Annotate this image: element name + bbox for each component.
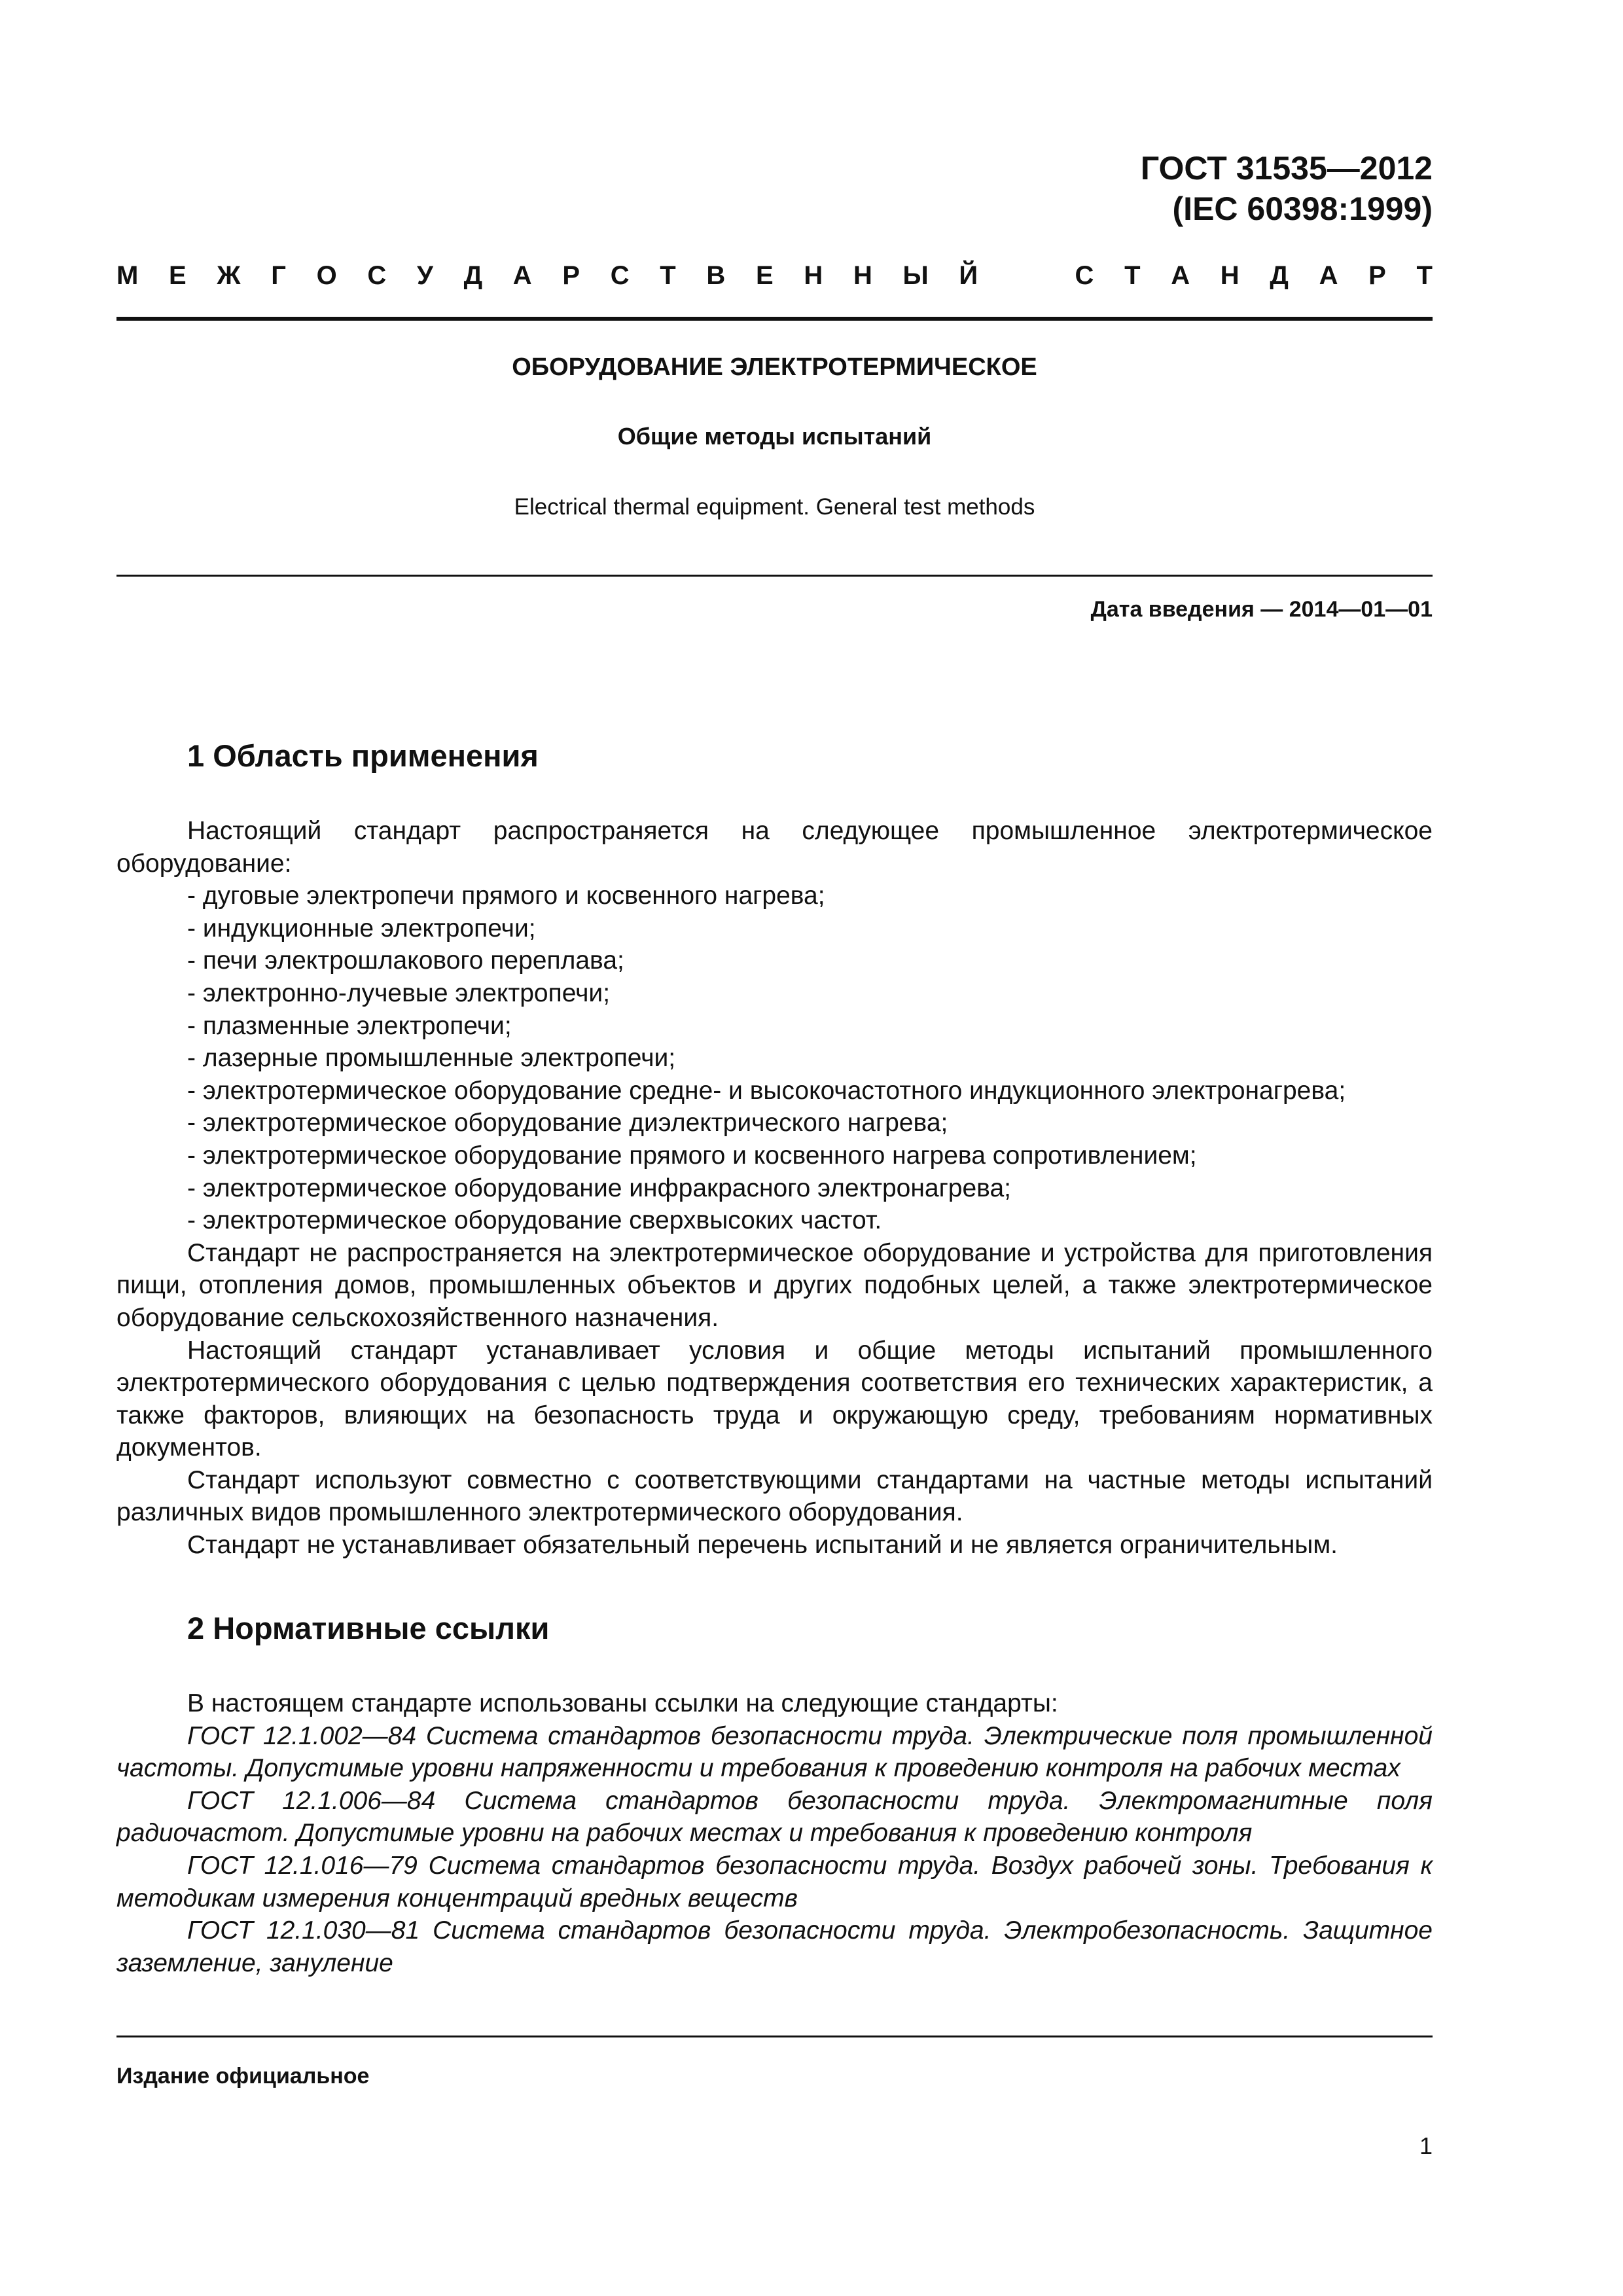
official-edition-label: Издание официальное <box>116 2064 370 2089</box>
section-2-heading: 2 Нормативные ссылки <box>187 1611 550 1645</box>
page-number: 1 <box>1419 2132 1433 2159</box>
gost-number: ГОСТ 31535—2012 <box>1140 150 1433 187</box>
banner-letter: В <box>706 261 726 290</box>
iec-number: (IEC 60398:1999) <box>1172 190 1433 227</box>
banner-letter: С <box>367 261 387 290</box>
banner-letter: Й <box>959 261 978 290</box>
banner-letter: Н <box>853 261 872 290</box>
list-item: - электротермическое оборудование прямого и косвенного нагрева сопротивлением; <box>187 1141 1197 1170</box>
list-item: - электронно-лучевые электропечи; <box>187 978 611 1007</box>
banner-letter: Р <box>562 261 580 290</box>
banner-word-gap <box>1008 259 1044 292</box>
interstate-standard-banner <box>116 259 1433 292</box>
banner-letter: Ы <box>902 261 929 290</box>
section-1-heading: 1 Область применения <box>187 738 539 773</box>
introduction-date: Дата введения — 2014—01—01 <box>1090 597 1433 622</box>
list-item: - индукционные электропечи; <box>187 914 536 942</box>
list-item: - электротермическое оборудование инфракрасного электронагрева; <box>187 1174 1011 1202</box>
banner-letter: Т <box>660 261 676 290</box>
list-item: - лазерные промышленные электропечи; <box>187 1044 676 1073</box>
document-number-block <box>1141 148 1433 229</box>
paragraph: Стандарт используют совместно с соответствующими стандартами на частные методы испытаний различных видов промышленного электротермического оборудования. <box>116 1465 1433 1527</box>
banner-letter: Р <box>1368 261 1386 290</box>
banner-letter: М <box>116 261 139 290</box>
banner-letter: Н <box>1220 261 1240 290</box>
banner-letter: Е <box>169 261 187 290</box>
banner-letter: О <box>316 261 337 290</box>
title-divider <box>116 575 1433 577</box>
normative-reference: ГОСТ 12.1.002—84 Система стандартов безопасности труда. Электрические поля промышленной частоты. Допустимые уровни напряженности и требования к проведению контроля на рабочих местах <box>116 1721 1433 1783</box>
banner-letter: С <box>610 261 630 290</box>
normative-reference: ГОСТ 12.1.030—81 Система стандартов безопасности труда. Электробезопасность. Защитное заземление, зануление <box>116 1916 1433 1977</box>
banner-letter: Д <box>463 261 483 290</box>
banner-letter: Д <box>1270 261 1289 290</box>
banner-letter: Е <box>756 261 774 290</box>
list-item: - электротермическое оборудование средне- и высокочастотного индукционного электронагрева; <box>187 1076 1346 1105</box>
normative-reference: ГОСТ 12.1.016—79 Система стандартов безопасности труда. Воздух рабочей зоны. Требования к методикам измерения концентраций вредных веществ <box>116 1851 1433 1912</box>
banner-letter: Г <box>271 261 286 290</box>
paragraph: Стандарт не распространяется на электротермическое оборудование и устройства для приготовления пищи, отопления домов, промышленных объектов и других подобных целей, а также электротермическое оборудование сельскохозяйственного назначения. <box>116 1238 1433 1332</box>
section-1-body <box>116 815 1433 1562</box>
paragraph: Стандарт не устанавливает обязательный перечень испытаний и не является ограничительным. <box>187 1531 1338 1560</box>
banner-letter: Т <box>1416 261 1433 290</box>
banner-letter: Н <box>804 261 823 290</box>
document-title: ОБОРУДОВАНИЕ ЭЛЕКТРОТЕРМИЧЕСКОЕ <box>512 353 1037 381</box>
banner-letter: А <box>512 261 532 290</box>
list-item: - дуговые электропечи прямого и косвенного нагрева; <box>187 882 825 910</box>
list-item: - электротермическое оборудование диэлектрического нагрева; <box>187 1109 948 1138</box>
banner-letter: А <box>1319 261 1338 290</box>
footer-divider <box>116 2036 1433 2037</box>
banner-letter: С <box>1075 261 1094 290</box>
banner-letter: Т <box>1124 261 1141 290</box>
list-item: - печи электрошлакового переплава; <box>187 946 624 975</box>
section-1-intro: Настоящий стандарт распространяется на следующее промышленное электротермическое оборудование: <box>116 817 1433 878</box>
normative-reference: ГОСТ 12.1.006—84 Система стандартов безопасности труда. Электромагнитные поля радиочастот. Допустимые уровни на рабочих местах и требования к проведению контроля <box>116 1786 1433 1848</box>
paragraph: Настоящий стандарт устанавливает условия и общие методы испытаний промышленного электротермического оборудования с целью подтверждения соответствия его технических характеристик, а также факторов, влияющих на безопасность труда и окружающую среду, требованиям нормативных документов. <box>116 1336 1433 1462</box>
document-title-english: Electrical thermal equipment. General test methods <box>514 494 1035 520</box>
section-2-intro: В настоящем стандарте использованы ссылки на следующие стандарты: <box>187 1689 1058 1717</box>
banner-letter: У <box>417 261 433 290</box>
banner-letter: Ж <box>217 261 241 290</box>
list-item: - плазменные электропечи; <box>187 1011 512 1040</box>
list-item: - электротермическое оборудование сверхвысоких частот. <box>187 1206 882 1235</box>
banner-letter: А <box>1171 261 1190 290</box>
header-divider <box>116 317 1433 321</box>
section-2-body <box>116 1687 1433 1979</box>
document-subtitle: Общие методы испытаний <box>617 423 932 450</box>
